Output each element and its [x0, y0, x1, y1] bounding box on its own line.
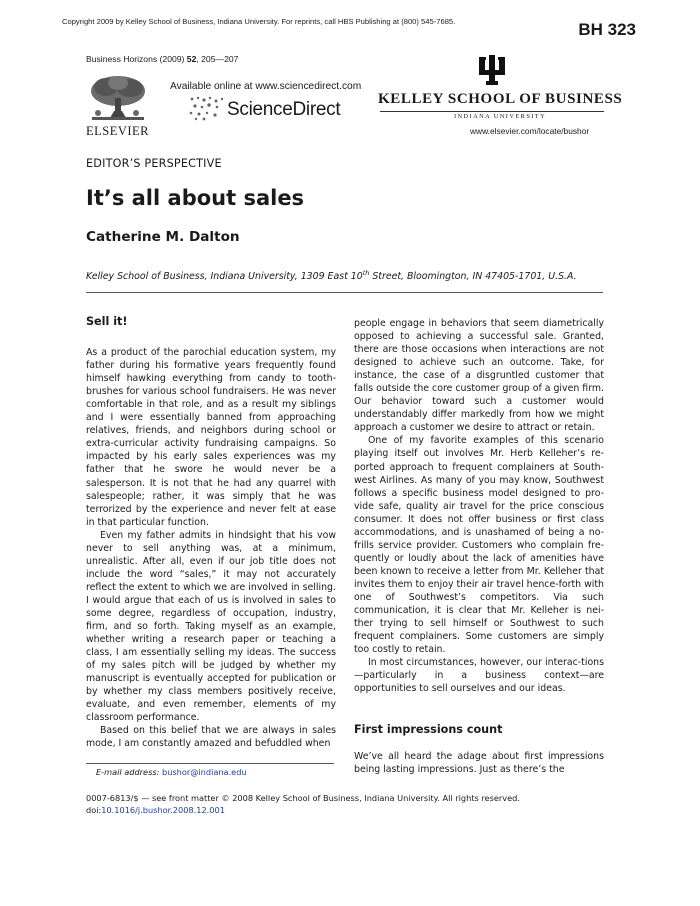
author-affiliation [86, 269, 577, 282]
article-author: Catherine M. Dalton [86, 229, 240, 245]
section-heading-first-impressions: First impressions count [354, 723, 503, 737]
footnote-email [96, 767, 247, 777]
paragraph: In most circumstances, however, our interac-tions—particularly in a business context—are opportunities to sell ourselves and our ideas. [354, 657, 604, 695]
doi-link[interactable]: 10.1016/j.bushor.2008.12.001 [101, 805, 225, 815]
left-column [86, 315, 336, 751]
kelley-divider [380, 111, 604, 112]
paragraph: Even my father admits in hindsight that his vow never to sell anything was, at a minimum, unrealistic. After all, even if our job title does not include the word “sales,” it may not accurately reflect the extent to which we are involved in selling. I would argue that each of us is involved in sales to some degree, regardless of occupation, industry, firm, and so forth. Taking myself as an example, whether writing a research paper or teaching a class, I am essentially selling my ideas. The success of my sales pitch will be judged by whether my manuscript is eventually accepted for publication or by whether my class members positively receive, evaluate, and even remember, elements of my classroom performance. [86, 529, 336, 724]
section-label: EDITOR’S PERSPECTIVE [86, 157, 222, 170]
journal-pages: , 205—207 [196, 54, 239, 64]
email-link[interactable]: bushor@indiana.edu [162, 767, 247, 777]
paragraph: Based on this belief that we are always in sales mode, I am constantly amazed and befuddled when [86, 725, 336, 750]
affiliation-part-b: Street, Bloomington, IN 47405-1701, U.S.A. [369, 271, 577, 283]
kelley-school-name: KELLEY SCHOOL OF BUSINESS [378, 91, 623, 107]
journal-name: Business Horizons (2009) [86, 54, 185, 64]
affiliation-part-a: Kelley School of Business, Indiana University, 1309 East 10 [86, 271, 363, 283]
indiana-university-trident-icon [479, 55, 505, 85]
email-label: E-mail address: [96, 767, 160, 777]
paragraph: As a product of the parochial education system, my father during his formative years frequently found himself hawking everything from candy to tooth-brushes for various school fundraisers. He was never comfortable in that role, and as a result my siblings and I were essentially banned from approaching relatives, friends, and neighbors during school or extra-curricular activity fundraising campaigns. So impacted by his early sales experiences was my father that he swore he would never be a salesperson. It is not that he had any quarrel with salespeople; rather, it was simply that he was terrorized by the experience and never felt at ease in that particular function. [86, 347, 336, 528]
journal-citation [86, 54, 238, 64]
section-heading-sell-it: Sell it! [86, 315, 128, 328]
doi-label: doi: [86, 805, 102, 815]
header-divider [86, 292, 603, 293]
journal-volume: 52 [186, 54, 197, 64]
affiliation-superscript: th [362, 269, 370, 277]
available-online-text: Available online at www.sciencedirect.com [170, 81, 362, 92]
copyright-notice: Copyright 2009 by Kelley School of Business, Indiana University. For reprints, call HBS Publishing at (800) 545-7685. [62, 17, 456, 26]
elsevier-wordmark: ELSEVIER [86, 124, 150, 138]
article-title: It’s all about sales [86, 186, 305, 210]
doi-line [86, 805, 225, 815]
front-matter-notice: 0007-6813/$ — see front matter © 2008 Kelley School of Business, Indiana University. All rights reserved. [86, 793, 520, 803]
paragraph: One of my favorite examples of this scenario playing itself out involves Mr. Herb Kelleher’s re-ported approach to frequent complainers at South-west Airlines. As many of you may know, Southwest follows a specific business model designed to pro-vide safe, quality air travel for the price conscious consumer. It does not offer business or first class accommodations, and is unashamed of being a no-frills service provider. Customers who complain fre-quently or loudly about the lack of amenities have been known to receive a letter from Mr. Kelleher that invites them to enjoy their air travel hence-forth with one of Southwest’s competitors. Via such communication, it is clear that Mr. Kelleher is nei-ther trying to sell himself or Southwest to such frequent complainers. Some customers are simply too costly to retain. [354, 435, 604, 656]
footnote-divider [86, 763, 334, 764]
journal-url-link[interactable]: www.elsevier.com/locate/bushor [470, 126, 590, 136]
paragraph: people engage in behaviors that seem diametrically opposed to achieving a successful sale. Granted, there are those occasions when interactions are not designed to achieve such an outcome. Take, for instance, the case of a disgruntled customer that falls outside the core customer group of a given firm. Our behavior toward such a customer would understandably differ markedly from how we might approach a customer we desire to attract or retain. [354, 318, 604, 434]
right-column [354, 317, 604, 777]
paragraph: We’ve all heard the adage about first impressions being lasting impressions. Just as there’s the [354, 751, 604, 776]
document-code: BH 323 [578, 20, 636, 39]
sciencedirect-dots-icon [186, 95, 226, 121]
university-name: INDIANA UNIVERSITY [454, 113, 547, 120]
sciencedirect-wordmark: ScienceDirect [227, 99, 341, 120]
